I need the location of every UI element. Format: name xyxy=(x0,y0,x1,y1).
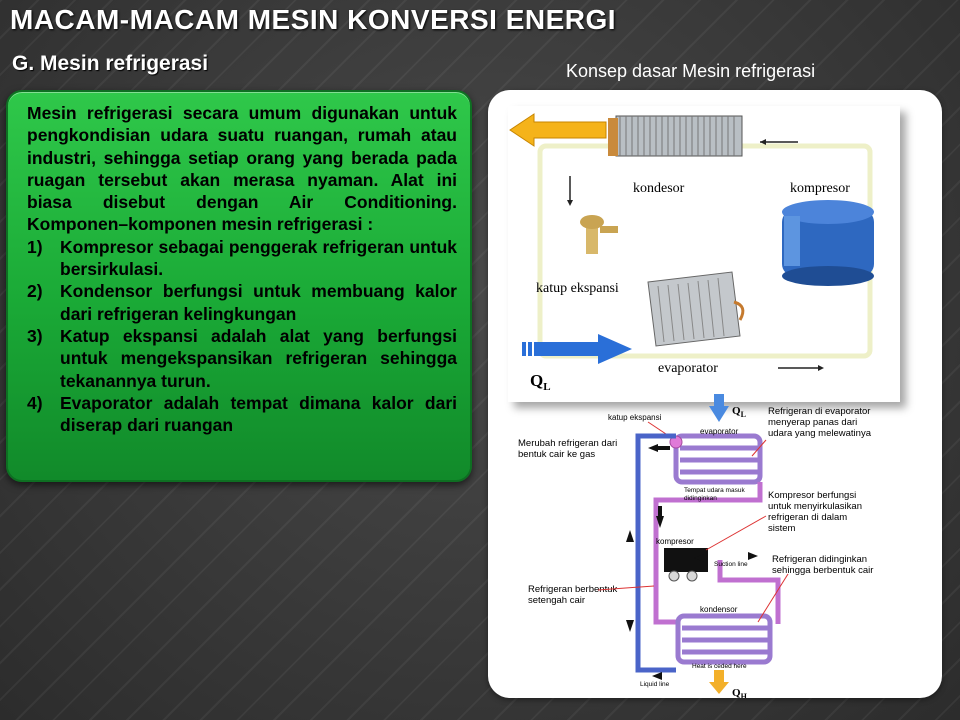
flow-arrow-icon xyxy=(648,444,658,452)
qh-arrow-icon xyxy=(714,670,724,682)
section-subtitle: G. Mesin refrigerasi xyxy=(12,52,209,75)
description-box xyxy=(6,90,472,482)
qh-label: $Q_H$ xyxy=(732,687,747,698)
heat-out-arrow-icon xyxy=(510,114,606,146)
evaporator-label: evaporator xyxy=(700,427,739,436)
cair-annotation: Refrigeran berbentuk setengah cair xyxy=(528,584,618,606)
expansion-valve-icon xyxy=(580,215,618,254)
flow-arrow-icon xyxy=(748,552,758,560)
intro-paragraph: Mesin refrigerasi secara umum digunakan untuk pengkondisian udara suatu ruangan, rumah atau industri, sehingga setiap orang yang berada pada ruagan tersebut akan merasa nyaman. Alat ini biasa disebut dengan Air Conditioning. Komponen–komponen mesin refrigerasi : xyxy=(27,103,457,235)
tempat-label: Tempat udara masuk didinginkan xyxy=(684,487,745,502)
compressor-icon xyxy=(782,200,874,286)
evaporator-label: evaporator xyxy=(658,361,718,376)
refrigeration-cycle-diagram xyxy=(508,106,900,402)
ql-arrow-icon xyxy=(714,394,724,406)
flow-arrow-icon xyxy=(626,530,634,542)
flow-arrow-icon xyxy=(652,672,662,680)
katup-annotation: Merubah refrigeran dari bentuk cair ke gas xyxy=(518,438,618,460)
list-item: 4) Evaporator adalah tempat dimana kalor dari diserap dari ruangan xyxy=(27,392,457,436)
cycle-illustration xyxy=(508,106,900,402)
kompresor-label: kompresor xyxy=(790,181,850,196)
heat-label: Heat is ceded here xyxy=(692,663,747,670)
kondensor-annotation: Refrigeran didinginkan sehingga berbentuk cair xyxy=(772,554,874,576)
flow-arrow-icon xyxy=(626,620,634,632)
list-item: 2) Kondensor berfungsi untuk membuang kalor dari refrigeran kelingkungan xyxy=(27,281,457,324)
list-item: 3) Katup ekspansi adalah alat yang berfungsi untuk mengekspansikan refrigeran sehingga tekanannya turun. xyxy=(27,325,457,391)
evaporator-annotation: Refrigeran di evaporator menyerap panas dari udara yang melewatinya xyxy=(768,406,871,439)
condenser-coil-icon xyxy=(678,616,770,662)
kompresor-annotation: Kompresor berfungsi untuk menyirkulasikan refrigeran di dalam sistem xyxy=(768,490,862,534)
evaporator-coil-icon xyxy=(676,436,760,482)
diagram-panel xyxy=(488,90,942,698)
ql-label: $Q_L$ xyxy=(732,405,746,419)
diagram-caption: Konsep dasar Mesin refrigerasi xyxy=(566,61,816,81)
component-list xyxy=(27,236,457,437)
liquid-line-label: Liquid line xyxy=(640,681,670,688)
ql-label: $Q_L$ xyxy=(530,371,551,393)
kondesor-label: kondesor xyxy=(633,181,685,196)
evaporator-coil-icon xyxy=(648,272,743,346)
slide-title: MACAM-MACAM MESIN KONVERSI ENERGI xyxy=(10,4,617,35)
katup-label: katup ekspansi xyxy=(536,281,619,296)
suction-line-label: Suction line xyxy=(714,561,748,568)
katup-label: katup ekspansi xyxy=(608,413,662,422)
kompresor-label: kompresor xyxy=(656,537,694,546)
condenser-coil-icon xyxy=(608,116,742,156)
kondensor-label: kondensor xyxy=(700,605,738,614)
refrigeration-schematic xyxy=(488,390,942,698)
list-item: 1) Kompresor sebagai penggerak refrigeran untuk bersirkulasi. xyxy=(27,236,457,280)
